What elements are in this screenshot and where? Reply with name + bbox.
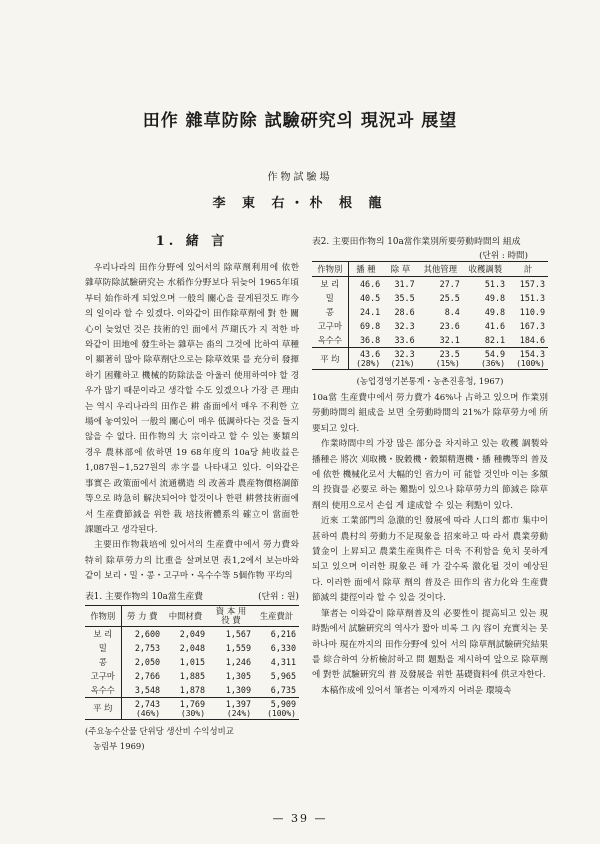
intro-paragraph: 우리나라의 田作分野에 있어서의 除草劑利用에 依한 雜草防除試驗硏究는 水稻作分野보다 뒤늦어 1965年頃 부터 始作하게 되었으며 一般의 關心을 끌게된것도 昨今의 일이라 할 수 있겠다. 이와같이 田作除草劑에 對 한 關心이 늦었던 것은 技術的인 面에서 芦瑚氏가 지 적한 바와같이 田地에 發生하는 雜草는 畓의 그것에 比하여 草種이 顯著히 많아 除草劑단으로는 除草效果 를 充分히 發揮하기 困難하고 機械的防除法을 아울러 使用하여야 할 경우가 많기 때문이라고 생각할 수도 있겠으나 가장 큰 理由는 역시 우리나라의 田作은 耕 畓面에서 매우 不利한 立場에 놓여있어 一般의 關心이 매우 低調하다는 것을 들지않을 수 없다. 田作物의 大 宗이라고 할 수 있는 麥類의 경우 農林部에 依하면 19 68年度의 10a당 純收益은 1,087원~1,527원의 赤字를 나타내고 있다. 이와같은 事實은 政策面에서 流通構造 의 改善과 農産物價格調節等으로 時急히 解決되어야 할것이나 한편 耕營技術面에서 生産費節減을 위한 栽 培技術體系의 確立이 當面한 課題라고 생각된다.: [85, 263, 299, 535]
table2-header: 其他管理: [423, 264, 457, 274]
table1-caption: [85, 589, 299, 602]
table1-header: 勞 力 費: [127, 610, 158, 621]
table1-title: 表1. 主要作物의 10a當生産費: [85, 591, 204, 602]
table2-header: 收穫調製: [468, 264, 503, 274]
right-paragraph-2: 作業時間中의 가장 많은 部分을 차지하고 있는 收穫 調製와 播種은 將次 刈取機・脫穀機・穀類精選機・播 種機等의 普及에 依한 機械化로서 大幅的인 省力이 可 能할 것인바 이는 多額의 投資를 必要로 하는 難點이 있으나 除草勞力의 節減은 除草劑의 使用으로서 손쉽 게 達成할 수 있는 利點이 있다.: [312, 439, 548, 511]
table-row: 옥수수 36.8 33.6 32.1 82.1 184.6: [312, 333, 548, 348]
page-number: — 39 —: [272, 812, 328, 825]
table-row: 콩 24.1 28.6 8.4 49.8 110.9: [312, 305, 548, 319]
left-column: [85, 230, 299, 756]
table1-header: 資 本 用 役 費: [215, 605, 247, 625]
table1-unit: (단위 : 원): [258, 591, 299, 602]
table2-header: 除 草: [390, 264, 411, 274]
table2: [312, 261, 548, 370]
table2-source: (농업경영기본통계・농촌진흥청, 1967): [356, 376, 504, 386]
authors: 李 東 右・朴 根 龍: [212, 196, 388, 211]
table2-unit: (단위 : 時間): [479, 251, 528, 261]
section-heading: 1. 緒 言: [155, 234, 229, 249]
right-column: [312, 236, 548, 699]
table-row: 밀 40.5 35.5 25.5 49.8 151.3: [312, 291, 548, 305]
table-row: 고구마 69.8 32.3 23.6 41.6 167.3: [312, 319, 548, 333]
table2-header: 播 種: [356, 264, 376, 274]
department: 作物試驗場: [267, 172, 333, 183]
table2-header: 計: [523, 264, 533, 274]
table-row: 콩 2,050 1,015 1,246 4,311: [85, 655, 299, 669]
table1-header: 中間材費: [168, 610, 203, 621]
table2-title: 表2. 主要田作物의 10a當作業別所要勞動時間의 組成: [312, 237, 521, 247]
right-paragraph-3: 近來 工業部門의 急激的인 發展에 따라 人口의 都市 集中이 甚하여 農村의 勞動力不足現象을 招來하고 따 라서 農業勞動賃金이 上昇되고 農業生産與件은 더욱 不利함을 免치 못하게 되고 있으며 이러한 現象은 해 가 갈수록 激化될 것이 예상된다. 이러한 面에서 除草 劑의 普及은 田作의 省力化와 生産費節減의 捷徑이라 할 수 있을 것이다.: [312, 516, 548, 604]
table-row: 보 리 46.6 31.7 27.7 51.3 157.3: [312, 277, 548, 292]
table-row: 고구마 2,766 1,885 1,305 5,965: [85, 669, 299, 683]
table1: [85, 605, 299, 720]
article-title: 田作 雜草防除 試驗硏究의 現況과 展望: [142, 111, 458, 131]
table-avg-row: 平 均 2,743 (46%) 1,769 (30%) 1,397 (24%) 5,909 (100%): [85, 697, 299, 719]
table2-header: 作物別: [312, 262, 348, 277]
table-row: 보 리 2,600 2,049 1,567 6,216: [85, 626, 299, 641]
table-avg-row: 平 均 43.6 (28%) 32.3 (21%) 23.5 (15%) 54.9 (36%) 154.3 (100%): [312, 348, 548, 370]
right-paragraph-1: 10a當 生産費中에서 勞力費가 46%나 占하고 있으며 作業別 勞動時間의 組成을 보면 全勞動時間의 21%가 除草勞力에 所要되고 있다.: [312, 393, 548, 434]
right-paragraph-4: 筆者는 이와같이 除草劑普及의 必要性이 提高되고 있는 現時點에서 試驗硏究의 역사가 짧아 비록 그 內 容이 充實치는 못 하나마 現在까지의 田作分野에 있어 서의 除草劑試驗硏究結果를 綜合하여 分析檢討하고 問 題點을 제시하여 앞으로 除草劑에 對한 試驗硏究의 普 及發展을 위한 基礎資料에 供코자한다.: [312, 608, 548, 681]
right-paragraph-5: 本稿作成에 있어서 筆者는 이제까지 어려운 環境속: [321, 685, 512, 696]
table-row: 밀 2,753 2,048 1,559 6,330: [85, 641, 299, 655]
table1-header: 生産費計: [259, 610, 294, 621]
table1-source: (주요농수산물 단위당 생산비 수익성비교 농림부 1969): [85, 725, 234, 751]
table1-header: 作物別: [85, 605, 121, 626]
table-row: 옥수수 3,548 1,878 1,309 6,735: [85, 683, 299, 698]
paragraph-2: 主要田作物栽培에 있어서의 生産費中에서 勞力費와 特히 除草勞力의 比重을 살펴보면 表1,2에서 보는바와 같이 보리・밀・콩・고구마・옥수수等 5個作物 平均의: [85, 540, 299, 582]
